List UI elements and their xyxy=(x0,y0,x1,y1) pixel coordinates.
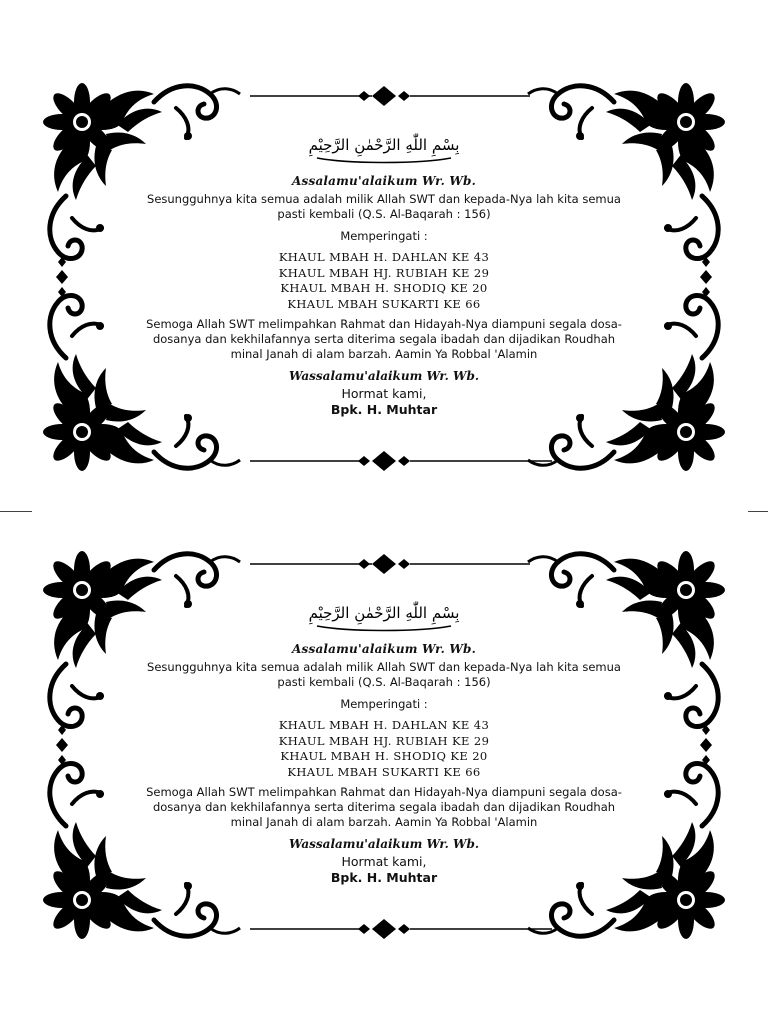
khaul-list xyxy=(136,718,632,780)
khaul-item: KHAUL MBAH H. DAHLAN KE 43 xyxy=(278,250,490,264)
cut-line-right xyxy=(748,511,768,512)
khaul-item: KHAUL MBAH H. SHODIQ KE 20 xyxy=(280,281,488,295)
bismillah-calligraphy xyxy=(309,118,459,168)
bottom-diamond-ornament xyxy=(358,451,410,471)
closing-greeting: Wassalamu'alaikum Wr. Wb. xyxy=(288,369,480,383)
prayer-text: Semoga Allah SWT melimpahkan Rahmat dan Hidayah-Nya diampuni segala dosa-dosanya dan kekhilafannya serta diterima segala ibadah dan dijadikan Roudhah minal Janah di alam barzah. Aamin Ya Robbal 'Alamin xyxy=(146,317,622,361)
memperingati-label: Memperingati : xyxy=(340,697,428,711)
svg-text:بِسْمِ اللّٰهِ الرَّحْمٰنِ الر: بِسْمِ اللّٰهِ الرَّحْمٰنِ الرَّحِيْمِ xyxy=(309,604,459,622)
prayer-text: Semoga Allah SWT melimpahkan Rahmat dan Hidayah-Nya diampuni segala dosa-dosanya dan kekhilafannya serta diterima segala ibadah dan dijadikan Roudhah minal Janah di alam barzah. Aamin Ya Robbal 'Alamin xyxy=(146,785,622,829)
top-diamond-ornament xyxy=(358,86,410,106)
khaul-item: KHAUL MBAH H. SHODIQ KE 20 xyxy=(280,749,488,763)
khaul-item: KHAUL MBAH SUKARTI KE 66 xyxy=(287,764,481,779)
khaul-item: KHAUL MBAH HJ. RUBIAH KE 29 xyxy=(278,733,490,748)
invitation-card-2 xyxy=(36,540,732,950)
hormat-label: Hormat kami, xyxy=(341,386,427,401)
top-diamond-ornament xyxy=(358,554,410,574)
left-diamond-ornament xyxy=(56,257,68,297)
bismillah-calligraphy xyxy=(309,586,459,636)
opening-verse: Sesungguhnya kita semua adalah milik Allah SWT dan kepada-Nya lah kita semua pasti kembali (Q.S. Al-Baqarah : 156) xyxy=(147,660,621,689)
khaul-item: KHAUL MBAH H. DAHLAN KE 43 xyxy=(278,718,490,732)
invitation-content xyxy=(136,586,632,885)
salam-greeting: Assalamu'alaikum Wr. Wb. xyxy=(292,174,476,188)
hormat-label: Hormat kami, xyxy=(341,854,427,869)
right-diamond-ornament xyxy=(700,725,712,765)
right-diamond-ornament xyxy=(700,257,712,297)
khaul-list xyxy=(136,250,632,312)
salam-greeting: Assalamu'alaikum Wr. Wb. xyxy=(292,642,476,656)
bottom-diamond-ornament xyxy=(358,919,410,939)
invitation-card-1 xyxy=(36,72,732,482)
closing-greeting: Wassalamu'alaikum Wr. Wb. xyxy=(288,837,480,851)
memperingati-label: Memperingati : xyxy=(340,229,428,243)
signatory-name: Bpk. H. Muhtar xyxy=(330,870,438,885)
invitation-content xyxy=(136,118,632,417)
svg-text:بِسْمِ اللّٰهِ الرَّحْمٰنِ الر: بِسْمِ اللّٰهِ الرَّحْمٰنِ الرَّحِيْمِ xyxy=(309,136,459,154)
khaul-item: KHAUL MBAH SUKARTI KE 66 xyxy=(287,296,481,311)
left-diamond-ornament xyxy=(56,725,68,765)
opening-verse: Sesungguhnya kita semua adalah milik Allah SWT dan kepada-Nya lah kita semua pasti kembali (Q.S. Al-Baqarah : 156) xyxy=(147,192,621,221)
cut-line-left xyxy=(0,511,32,512)
khaul-item: KHAUL MBAH HJ. RUBIAH KE 29 xyxy=(278,265,490,280)
signatory-name: Bpk. H. Muhtar xyxy=(330,402,438,417)
